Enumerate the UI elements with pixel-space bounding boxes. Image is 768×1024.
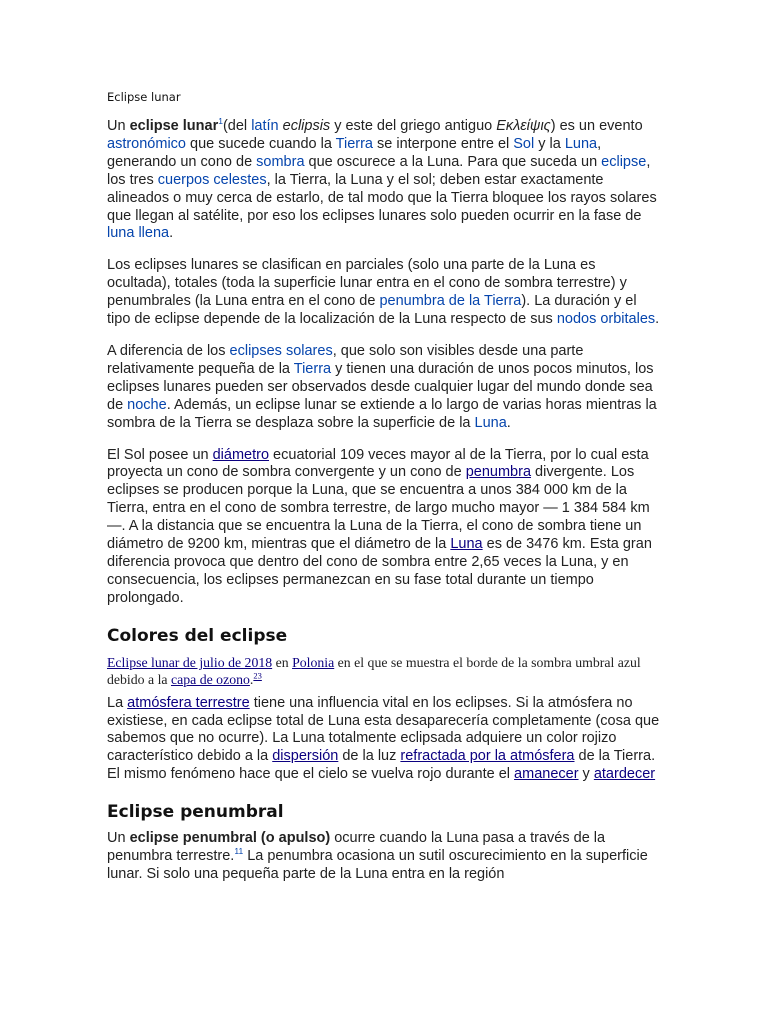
text: . Además, un eclipse lunar se extiende a lo largo de varias horas mientras la sombra de la Tierra se desplaza sobre la superficie de la: [107, 396, 657, 431]
text: y la: [534, 135, 565, 152]
link-atmosfera-terrestre[interactable]: atmósfera terrestre: [127, 694, 250, 711]
link-luna[interactable]: Luna: [474, 414, 507, 431]
link-capa-ozono[interactable]: capa de ozono: [170, 672, 250, 688]
link-luna[interactable]: Luna: [450, 536, 483, 553]
link-tierra[interactable]: Tierra: [335, 135, 373, 152]
link-penumbra[interactable]: penumbra: [465, 464, 532, 481]
text: , generando un cono de: [107, 135, 602, 170]
link-nodos-orbitales[interactable]: nodos orbitales: [556, 311, 656, 328]
image-caption: [107, 654, 663, 689]
text: El Sol posee un: [107, 446, 213, 463]
link-dispersion[interactable]: dispersión: [272, 748, 339, 765]
text: que oscurece a la Luna. Para que suceda un: [304, 153, 602, 170]
text: es de 3476 km. Esta gran diferencia provoca que dentro del cono de sombra entre 2,65 veces la Luna, y en consecuencia, los eclipses permanezcan en su fase total durante un tiempo prolongado.: [107, 536, 652, 606]
text: ecuatorial 109 veces mayor al de la Tierra, por lo cual esta proyecta un cono de sombra convergente y un cono de: [107, 446, 649, 481]
footnote-link[interactable]: 11: [234, 846, 244, 857]
link-astronomico[interactable]: astronómico: [107, 135, 186, 152]
link-eclipse-julio-2018[interactable]: Eclipse lunar de julio de 2018: [107, 654, 273, 670]
text: La: [107, 694, 128, 711]
link-amanecer[interactable]: amanecer: [514, 766, 579, 783]
text: en el que se muestra el borde de la sombra umbral azul debido a la: [107, 654, 641, 688]
document-page: [107, 90, 663, 898]
link-eclipse[interactable]: eclipse: [601, 153, 647, 170]
footnote-link[interactable]: 23: [253, 670, 262, 681]
text: ). La duración y el tipo de eclipse depende de la localización de la Luna respecto de sus: [107, 293, 637, 328]
link-atardecer[interactable]: atardecer: [593, 766, 656, 783]
text: , los tres: [107, 153, 651, 188]
text: y este del griego antiguo: [330, 118, 497, 134]
footnote-ref[interactable]: [253, 671, 262, 681]
text: , que solo son visibles desde una parte relativamente pequeña de la: [107, 342, 584, 377]
text: ) es un evento: [550, 118, 643, 134]
bold-term: eclipse lunar: [129, 118, 219, 134]
section-heading-colores: Colores del eclipse: [107, 625, 288, 646]
text: A diferencia de los: [107, 342, 230, 359]
link-eclipses-solares[interactable]: eclipses solares: [229, 342, 333, 359]
penumbral-paragraph: [107, 830, 663, 884]
bold-term: eclipse penumbral (o apulso): [129, 830, 331, 847]
text: .: [655, 311, 660, 328]
sun-diameter-paragraph: [107, 447, 663, 608]
text: Los eclipses lunares se clasifican en parciales (solo una parte de la Luna es ocultada), totales (toda la superficie lunar entra en el cono de sombra terrestre) y penumbrales (la Luna entra en el cono de: [107, 257, 627, 310]
link-sol[interactable]: Sol: [513, 135, 535, 152]
italic-term: Εκλείψις: [496, 118, 551, 134]
text: ocurre cuando la Luna pasa a través de la penumbra terrestre.: [107, 830, 606, 865]
text: y tienen una duración de unos pocos minutos, los eclipses lunares pueden ser observados desde cualquier lugar del mundo donde sea de: [107, 360, 654, 413]
link-polonia[interactable]: Polonia: [292, 654, 335, 670]
text: La penumbra ocasiona un sutil oscurecimiento en la superficie lunar. Si solo una pequeña parte de la Luna entra en la región: [107, 848, 648, 882]
footnote-ref[interactable]: [234, 846, 243, 856]
text: Un: [107, 118, 130, 134]
link-sombra[interactable]: sombra: [256, 153, 305, 170]
link-refractada[interactable]: refractada por la atmósfera: [400, 748, 575, 765]
link-penumbra-tierra[interactable]: penumbra de la Tierra: [379, 293, 522, 310]
visibility-paragraph: [107, 343, 663, 433]
document-title: Eclipse lunar: [107, 90, 181, 104]
italic-term: eclipsis: [282, 118, 331, 134]
text: .: [506, 414, 511, 431]
text: que sucede cuando la: [185, 135, 336, 152]
text: tiene una influencia vital en los eclipses. Si la atmósfera no existiese, en cada eclipse total de Luna esta desaparecería completamente (cosa que sabemos que no ocurre). La Luna totalmente eclipsada adquiere un color rojizo característico debido a la: [107, 694, 660, 765]
text: de la Tierra. El mismo fenómeno hace que el cielo se vuelva rojo durante el: [107, 748, 656, 783]
text: Un: [107, 830, 130, 847]
link-latin[interactable]: latín: [251, 118, 279, 134]
text: (del: [222, 118, 252, 134]
link-diametro[interactable]: diámetro: [212, 446, 270, 463]
text: en: [272, 654, 293, 670]
text: , la Tierra, la Luna y el sol; deben estar exactamente alineados o muy cerca de estarlo, de tal modo que la Tierra bloquee los rayos solares que llegan al satélite, por eso los eclipses lunares solo pueden ocurrir en la fase de: [107, 171, 657, 224]
intro-paragraph: [107, 118, 663, 243]
link-noche[interactable]: noche: [127, 396, 167, 413]
link-cuerpos-celestes[interactable]: cuerpos celestes: [157, 171, 267, 188]
link-luna[interactable]: Luna: [564, 135, 598, 152]
text: y: [578, 766, 594, 783]
text: de la luz: [338, 748, 401, 765]
section-heading-penumbral: Eclipse penumbral: [107, 802, 284, 823]
link-tierra[interactable]: Tierra: [293, 360, 332, 377]
link-luna-llena[interactable]: luna llena: [107, 225, 170, 242]
text: .: [169, 225, 174, 242]
classification-paragraph: [107, 257, 663, 329]
text: .: [249, 672, 254, 688]
footnote-link[interactable]: 1: [218, 116, 223, 127]
colors-paragraph: [107, 695, 663, 785]
text: divergente. Los eclipses se producen porque la Luna, que se encuentra a unos 384 000 km de la Tierra, entra en el cono de sombra terrestre, de largo mucho mayor — 1 384 584 km—. A la distancia que se encuentra la Luna de la Tierra, el cono de sombra tiene un diámetro de 9200 km, mientras que el diámetro de la: [107, 464, 650, 553]
text: se interpone entre el: [373, 135, 514, 152]
